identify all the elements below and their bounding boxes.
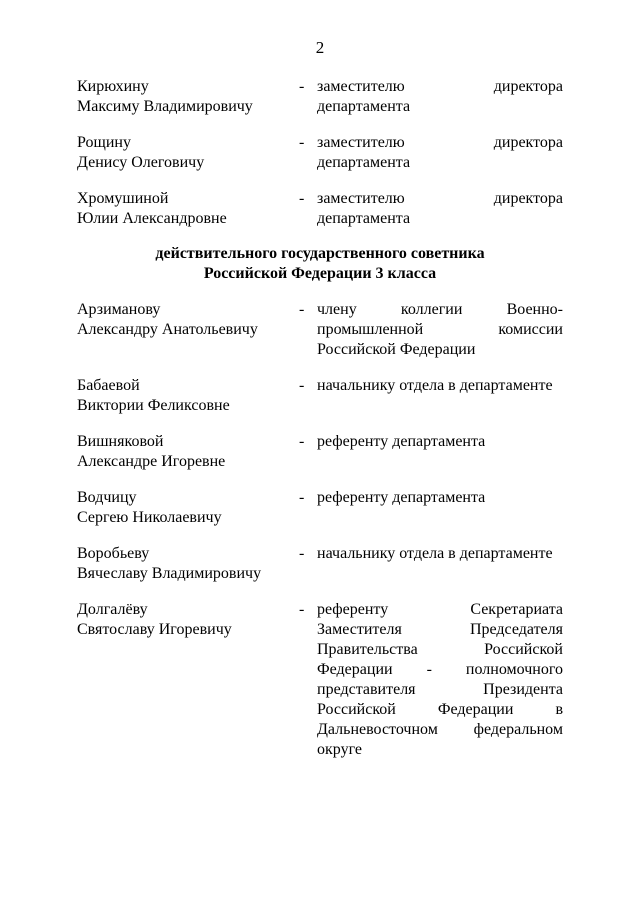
surname: Рощину [77, 134, 131, 151]
surname: Арзиманову [77, 301, 161, 318]
person-name [77, 189, 297, 229]
position-line: члену коллегии Военно- [317, 301, 563, 318]
surname: Бабаевой [77, 377, 140, 394]
dash: - [299, 601, 305, 618]
position-line: Федерации - полномочного [317, 661, 563, 678]
surname: Долгалёву [77, 601, 148, 618]
position-line: заместителю директора [317, 190, 563, 207]
position-title [317, 488, 563, 508]
dash: - [299, 190, 305, 207]
entry-roshchin [77, 133, 563, 189]
person-name [77, 600, 297, 640]
dash: - [299, 433, 305, 450]
person-name [77, 544, 297, 584]
given-names: Святославу Игоревичу [77, 621, 232, 638]
position-line: заместителю директора [317, 134, 563, 151]
entry-vishnyakova [77, 432, 563, 488]
person-name [77, 376, 297, 416]
entries-group-1 [77, 77, 563, 245]
given-names: Александре Игоревне [77, 453, 226, 470]
given-names: Александру Анатольевичу [77, 321, 258, 338]
position-line: референту Секретариата [317, 601, 563, 618]
position-title [317, 376, 563, 396]
entry-vorobyev [77, 544, 563, 600]
heading-line: действительного государственного советника [155, 245, 485, 262]
position-line: Правительства Российской [317, 641, 563, 658]
dash: - [299, 134, 305, 151]
page-number: 2 [315, 38, 325, 57]
given-names: Максиму Владимировичу [77, 98, 253, 115]
position-line: референту департамента [317, 489, 486, 506]
given-names: Сергею Николаевичу [77, 509, 222, 526]
position-title [317, 432, 563, 452]
position-title [317, 300, 563, 360]
entries-group-2 [77, 300, 563, 760]
position-title [317, 189, 563, 229]
person-name [77, 432, 297, 472]
position-title [317, 544, 563, 564]
position-line: представителя Президента [317, 681, 563, 698]
dash: - [299, 301, 305, 318]
entry-vodchits [77, 488, 563, 544]
position-line: начальнику отдела в департаменте [317, 545, 553, 562]
surname: Воробьеву [77, 545, 150, 562]
entry-khromushina [77, 189, 563, 245]
section-heading [0, 244, 640, 284]
given-names: Юлии Александровне [77, 210, 227, 227]
entry-kiryukhin [77, 77, 563, 133]
position-line: Дальневосточном федеральном [317, 721, 563, 738]
position-line: Заместителя Председателя [317, 621, 563, 638]
surname: Хромушиной [77, 190, 169, 207]
given-names: Виктории Феликсовне [77, 397, 230, 414]
person-name [77, 133, 297, 173]
entry-dolgalev [77, 600, 563, 760]
heading-line: Российской Федерации 3 класса [203, 265, 437, 282]
position-line: заместителю директора [317, 78, 563, 95]
dash: - [299, 489, 305, 506]
position-line: референту департамента [317, 433, 486, 450]
position-title [317, 600, 563, 760]
position-line: департамента [317, 98, 411, 115]
dash: - [299, 377, 305, 394]
given-names: Вячеславу Владимировичу [77, 565, 262, 582]
position-title [317, 133, 563, 173]
dash: - [299, 545, 305, 562]
surname: Вишняковой [77, 433, 164, 450]
person-name [77, 77, 297, 117]
position-line: департамента [317, 154, 411, 171]
surname: Водчицу [77, 489, 137, 506]
surname: Кирюхину [77, 78, 149, 95]
position-line: Российской Федерации [317, 341, 476, 358]
position-line: Российской Федерации в [317, 701, 563, 718]
entry-babaeva [77, 376, 563, 432]
person-name [77, 488, 297, 528]
given-names: Денису Олеговичу [77, 154, 205, 171]
position-line: начальнику отдела в департаменте [317, 377, 553, 394]
position-line: департамента [317, 210, 411, 227]
entry-arzimanov [77, 300, 563, 376]
position-line: промышленной комиссии [317, 321, 563, 338]
position-title [317, 77, 563, 117]
person-name [77, 300, 297, 340]
position-line: округе [317, 741, 363, 758]
dash: - [299, 78, 305, 95]
